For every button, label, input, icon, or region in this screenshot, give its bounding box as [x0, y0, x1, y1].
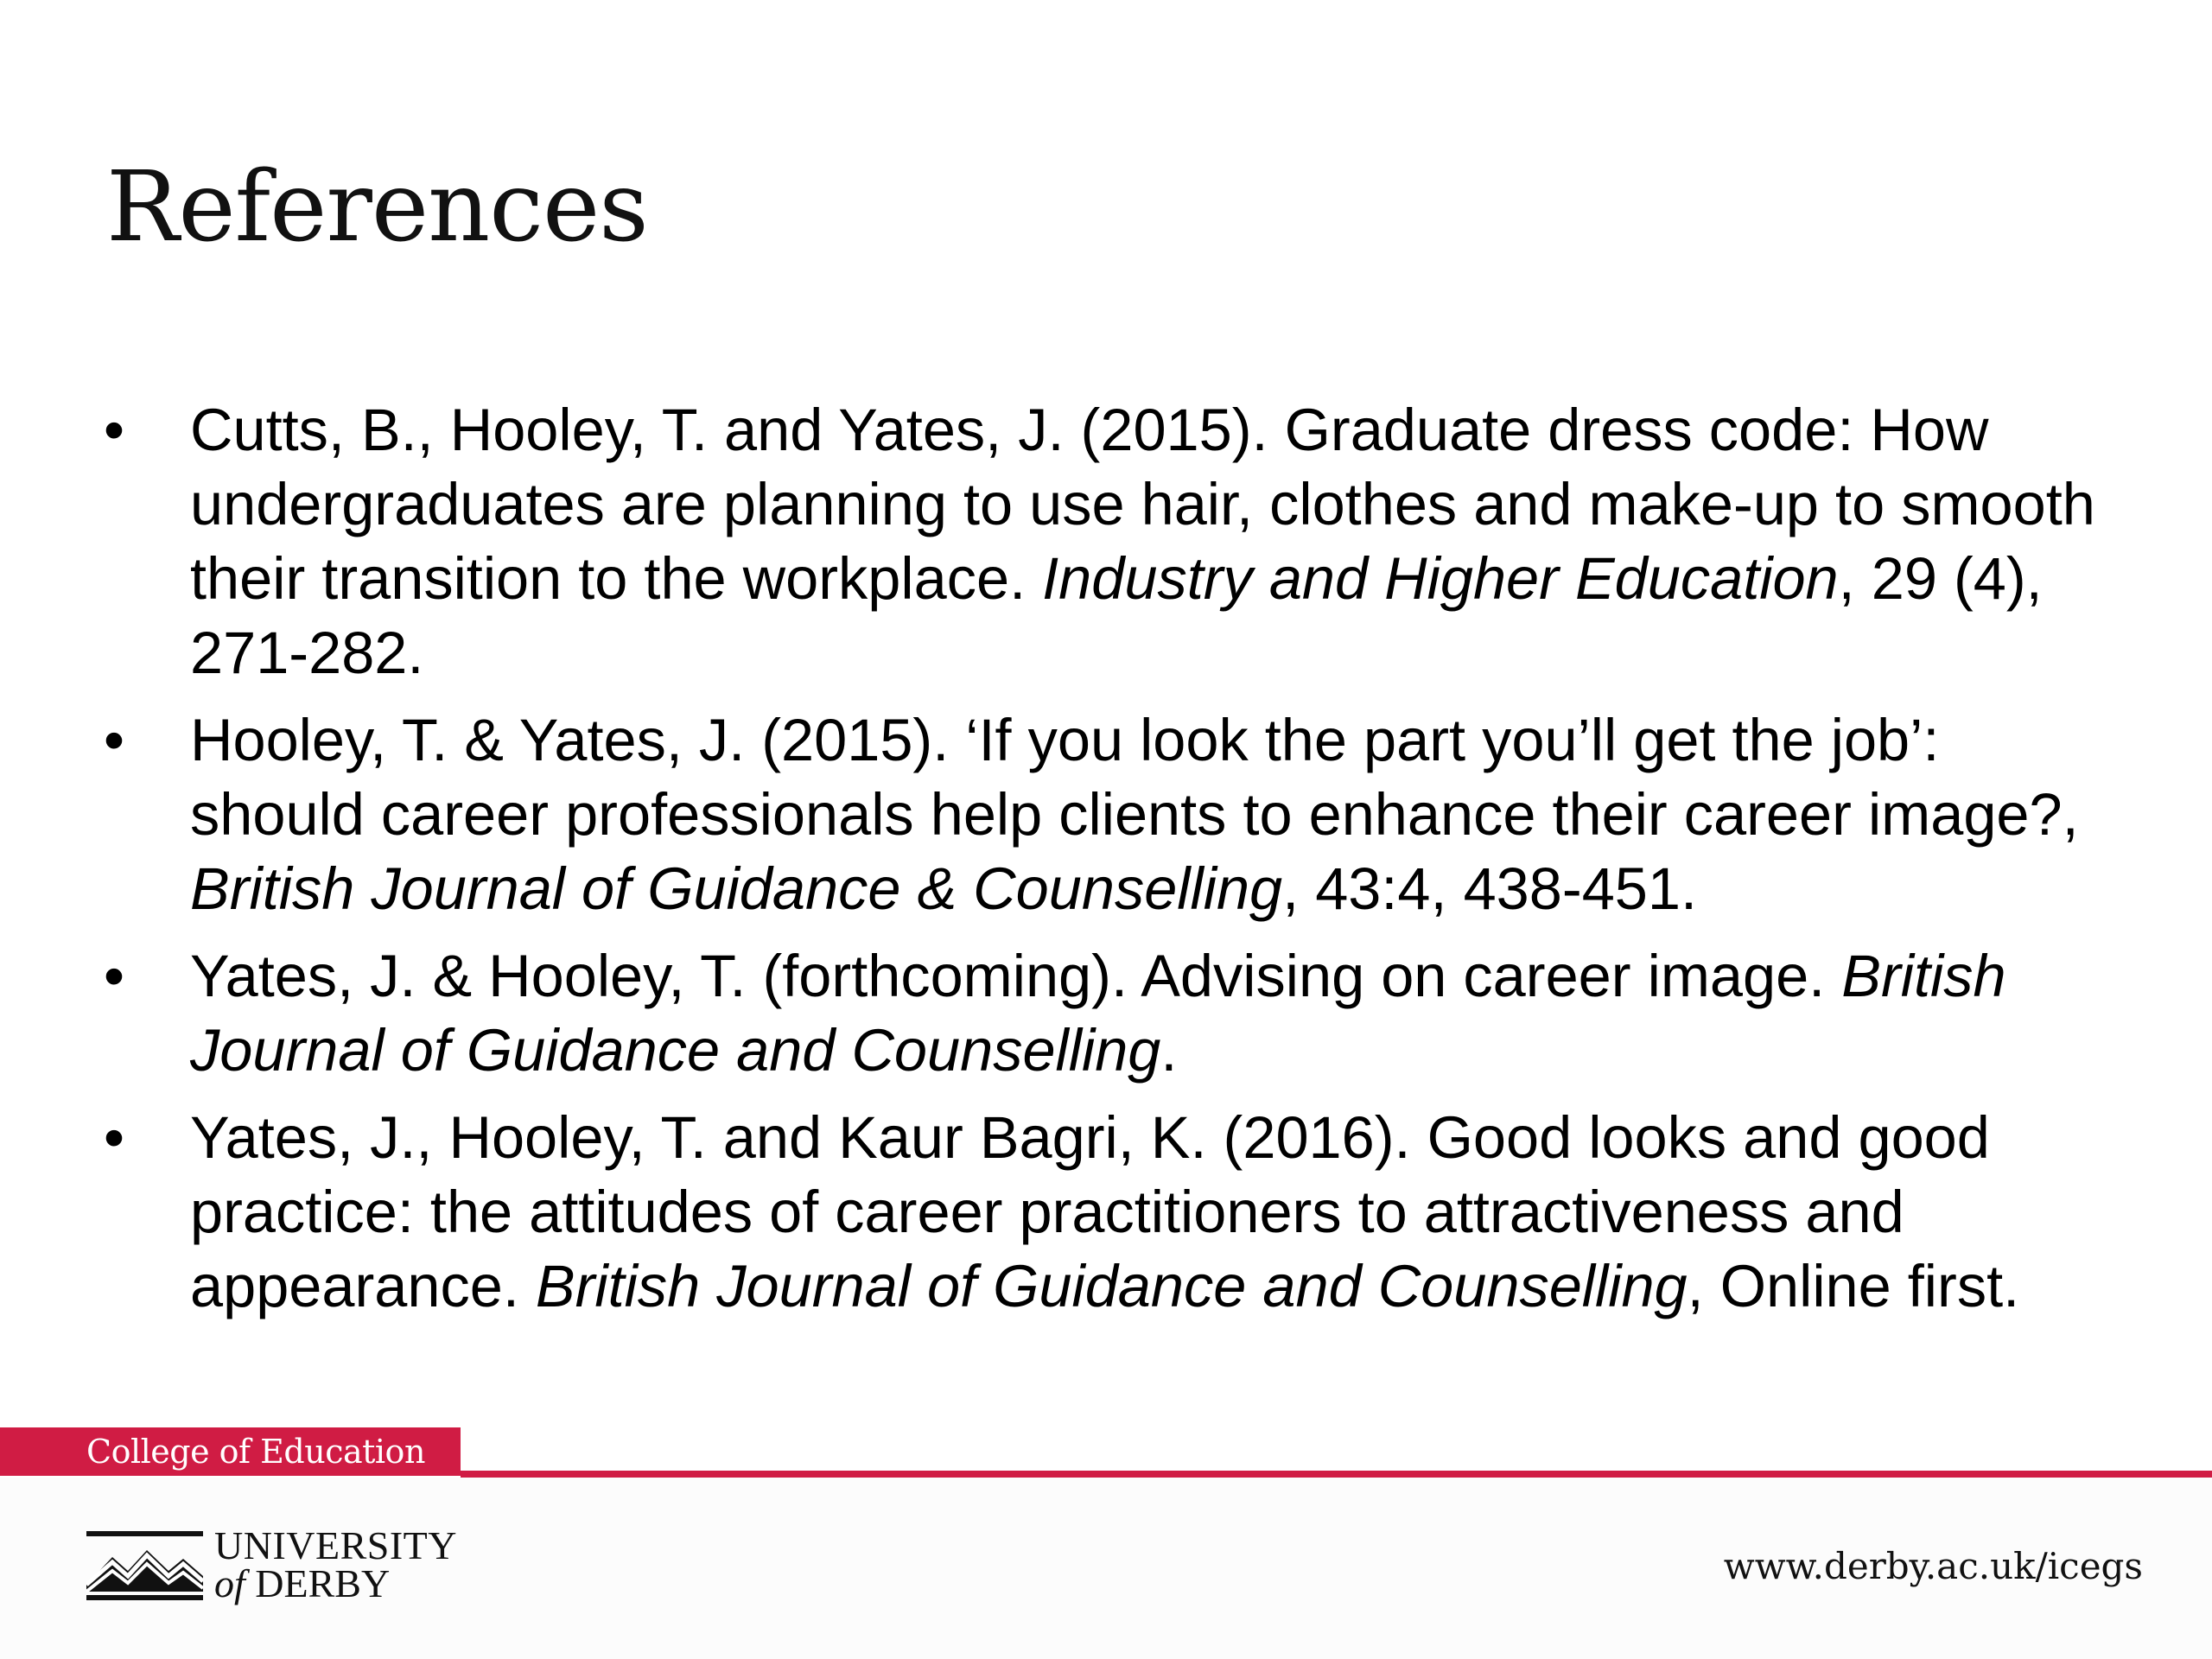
university-logo [86, 1523, 467, 1605]
reference-text: Cutts, B., Hooley, T. and Yates, J. (2015). Graduate dress code: How undergraduates are planning to use hair, clothes and make-up to smooth their transition to the workplace. [190, 397, 2095, 612]
reference-details: , 43:4, 438-451. [1282, 855, 1698, 922]
website-url: www.derby.ac.uk/icegs [1723, 1545, 2143, 1587]
mountains-logo-icon [86, 1531, 203, 1600]
reference-item [104, 703, 2117, 926]
reference-item [104, 939, 2117, 1088]
reference-journal: British Journal of Guidance and Counselling [190, 943, 2006, 1084]
reference-text: Yates, J. & Hooley, T. (forthcoming). Advising on career image. [190, 943, 1842, 1009]
logo-text-of: of [214, 1561, 245, 1605]
reference-list [104, 393, 2117, 1337]
reference-item [104, 393, 2117, 690]
reference-details: , 29 (4), 271-282. [190, 545, 2043, 686]
reference-details: , Online first. [1687, 1253, 2020, 1319]
logo-text-derby [214, 1562, 390, 1605]
bullet: • [104, 397, 124, 463]
reference-text: Hooley, T. & Yates, J. (2015). ‘If you look the part you’ll get the job’: should career professionals help clients to enhance their career image?, [190, 707, 2079, 848]
bullet: • [104, 707, 124, 773]
logo-text-university: UNIVERSITY [214, 1523, 457, 1567]
reference-journal: Industry and Higher Education [1042, 545, 1839, 612]
reference-journal: British Journal of Guidance & Counselling [190, 855, 1283, 922]
logo-text-derby-word: DERBY [245, 1561, 391, 1605]
reference-text: Yates, J., Hooley, T. and Kaur Bagri, K. (2016). Good looks and good practice: the attitudes of career practitioners to attractiveness and appearance. [190, 1104, 1990, 1319]
footer-rule [461, 1471, 2212, 1478]
footer-department-label: College of Education [86, 1433, 425, 1471]
reference-item [104, 1101, 2117, 1324]
reference-journal: British Journal of Guidance and Counselling [535, 1253, 1688, 1319]
slide-title: References [106, 151, 648, 264]
bullet: • [104, 943, 124, 1009]
reference-details: . [1160, 1017, 1178, 1084]
bullet: • [104, 1104, 124, 1171]
